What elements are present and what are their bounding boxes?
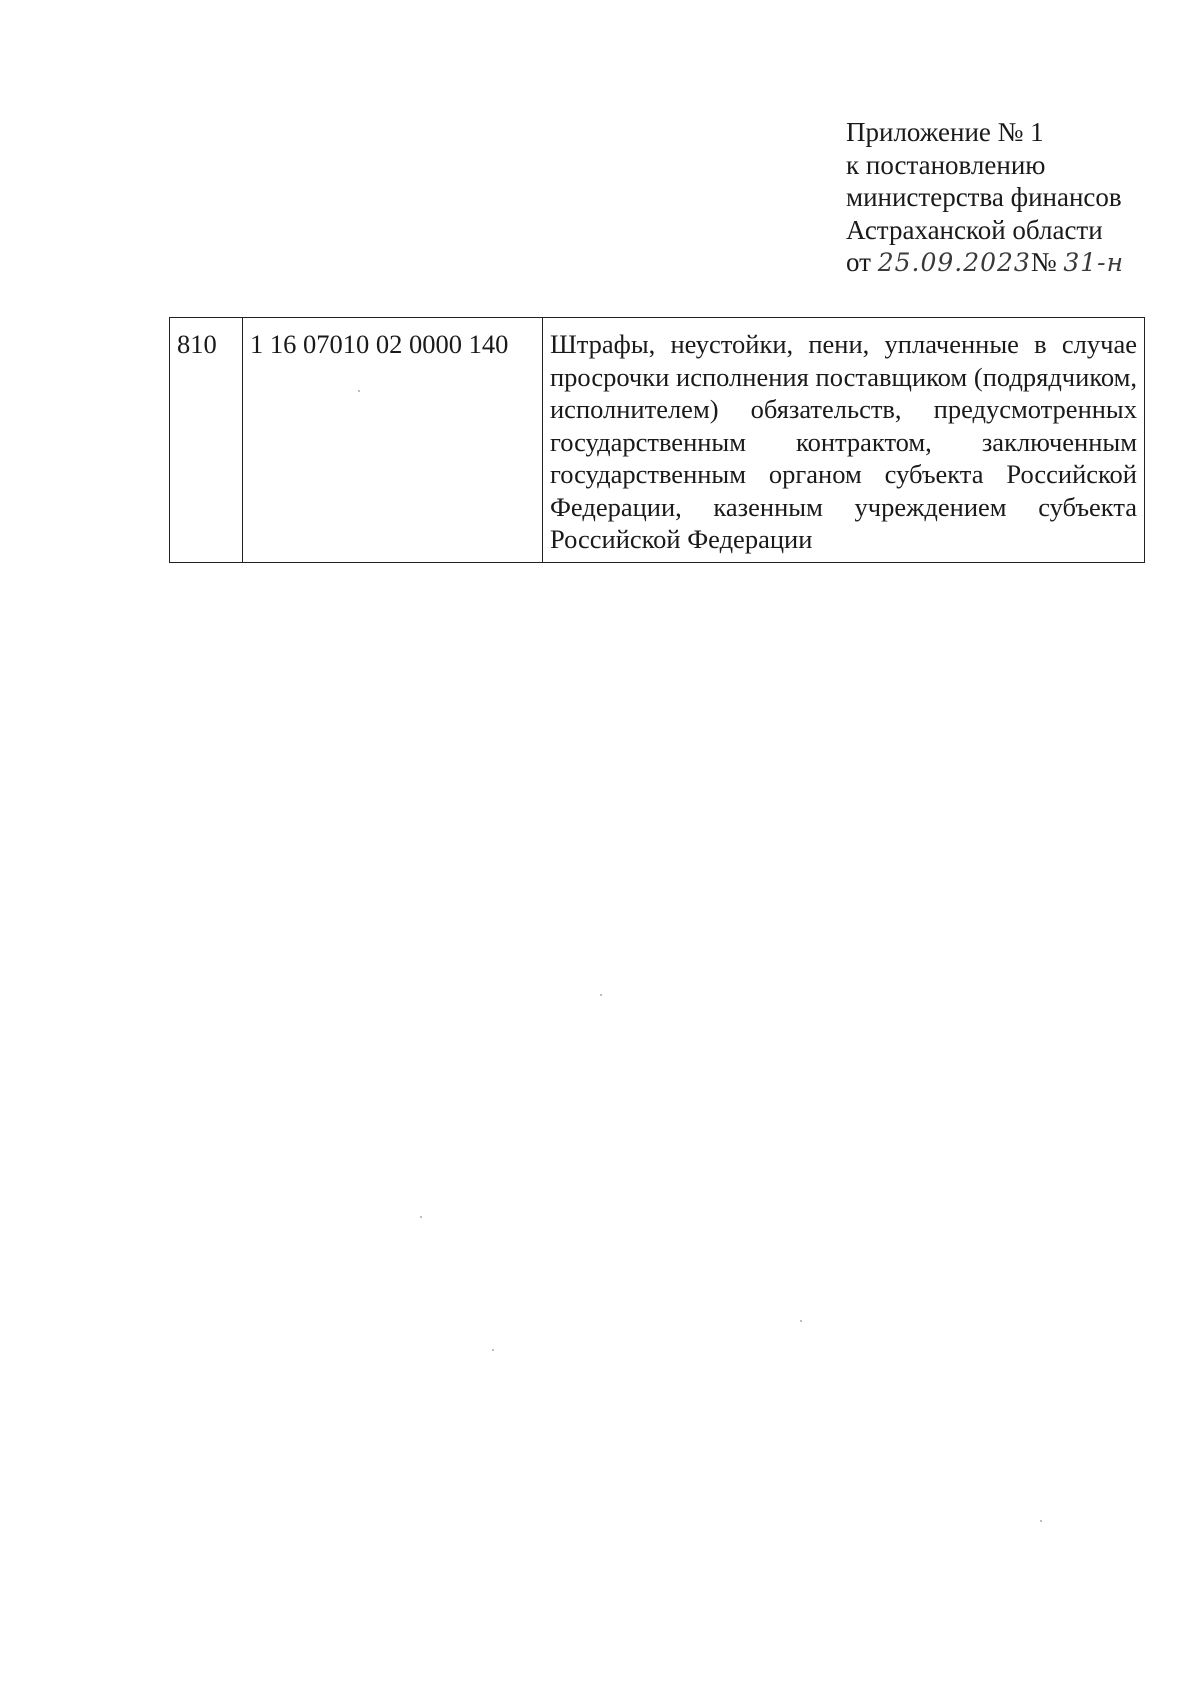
table-row [170, 318, 1145, 563]
appendix-header [846, 116, 1124, 280]
scan-speck [600, 994, 602, 996]
appendix-ref-line: к постановлению [846, 149, 1046, 180]
scan-speck [492, 1349, 494, 1351]
admin-code-cell: 810 [170, 318, 243, 563]
date-number-line [846, 246, 1124, 280]
handwritten-date: 25.09.2023 [877, 248, 1031, 277]
handwritten-number: 31-н [1063, 248, 1125, 277]
scan-speck [1040, 1520, 1042, 1522]
region-line: Астраханской области [846, 214, 1103, 245]
scan-speck [800, 1320, 802, 1322]
description-cell: Штрафы, неустойки, пени, уплаченные в случае просрочки исполнения поставщиком (подрядчиком, исполнителем) обязательств, предусмотренных государственным контрактом, заключенным государственным органом субъекта Российской Федерации, казенным учреждением субъекта Российской Федерации [543, 318, 1145, 563]
budget-codes-table [169, 317, 1145, 563]
ministry-line: министерства финансов [846, 182, 1122, 212]
number-sign: № [1030, 247, 1057, 277]
kbk-code-cell: 1 16 07010 02 0000 140 [243, 318, 543, 563]
from-prefix: от [846, 247, 871, 277]
scan-speck [420, 1216, 422, 1218]
appendix-title: Приложение № 1 [846, 117, 1044, 147]
scan-speck [358, 390, 360, 392]
